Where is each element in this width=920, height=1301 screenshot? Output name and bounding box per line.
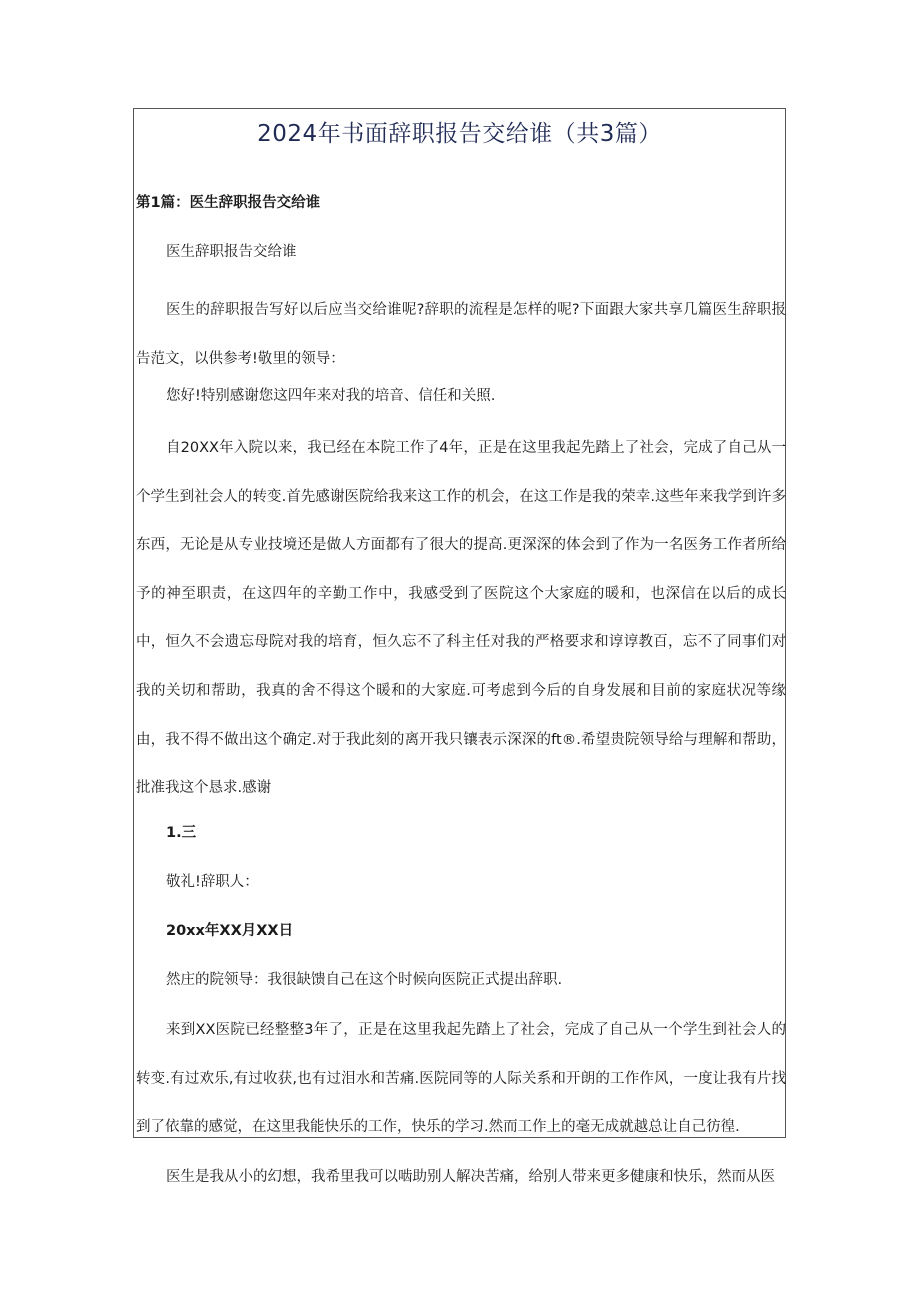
sub-heading: 医生辞职报告交给谁 — [166, 244, 297, 260]
body-paragraph-1: 自20XX年入院以来，我已经在本院工作了4年，正是在这里我起先踏上了社会，完成了自己从一个学生到社会人的转变.首先感谢医院给我来这工作的机会，在这工作是我的荣幸.这些年来我学到许多东西，无论是从专业技境还是做人方面都有了很大的提高.更深深的体会到了作为一名医务工作者所给予的神至职责，在这四年的辛勤工作中，我感受到了医院这个大家庭的暖和，也深信在以后的成长中，恒久不会遗忘母院对我的培育，恒久忘不了科主任对我的严格要求和谆谆教百，忘不了同事们对我的关切和帮助，我真的舍不得这个暖和的大家庭.可考虑到今后的自身发展和目前的家庭状况等缘由，我不得不做出这个确定.对于我此刻的离开我只镶表示深深的ft®.希望贵院领导给与理解和帮助，批准我这个恳求.感谢 — [136, 440, 786, 797]
document-title: 2024年书面辞职报告交给谁（共3篇） — [257, 121, 662, 147]
intro-paragraph: 医生的辞职报告写好以后应当交给谁呢?辞职的流程是怎样的呢?下面跟大家共享几篇医生辞职报告范文，以供参考!敬里的领导： — [136, 302, 786, 367]
date-line: 20xx年XX月XX日 — [166, 923, 294, 939]
greeting-line: 您好!特别感谢您这四年来对我的培音、信任和关照. — [166, 388, 496, 404]
body-paragraph-3: 来到XX医院已经整整3年了，正是在这里我起先踏上了社会，完成了自己从一个学生到社会人的转变.有过欢乐,有过收获,也有过泪水和苦痛.医院同等的人际关系和开朗的工作作风，一度让我有片找到了依靠的感觉，在这里我能快乐的工作，快乐的学习.然而工作上的毫无成就越总让自己彷徨. — [136, 1022, 786, 1136]
body-paragraph-2: 然庄的院领导：我很缺馈自己在这个时候向医院正式提出辞职. — [166, 972, 563, 988]
list-item: 1.三 — [166, 825, 197, 841]
section-heading: 第1篇：医生辞职报告交给谁 — [136, 195, 321, 211]
closing-line: 敬礼!辞职人： — [166, 874, 259, 890]
body-paragraph-4: 医生是我从小的幻想，我希里我可以啮助别人解决苦痛，给别人带来更多健康和快乐，然而从医 — [166, 1169, 775, 1185]
